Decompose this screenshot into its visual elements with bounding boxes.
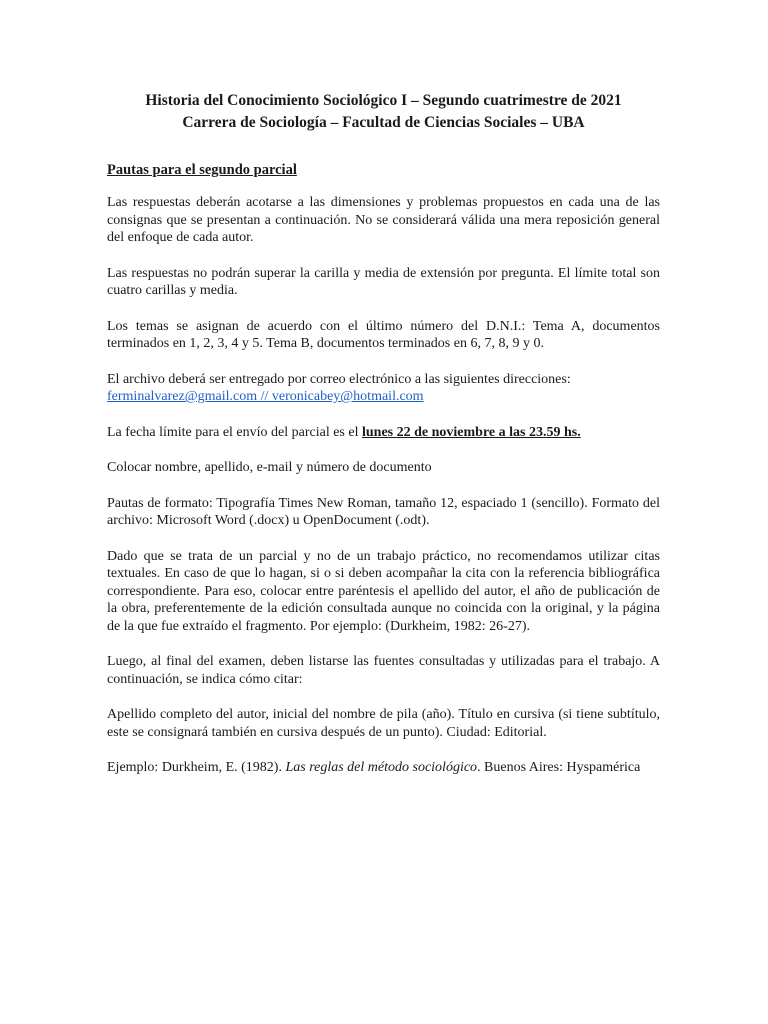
paragraph-sources: Luego, al final del examen, deben listarse las fuentes consultadas y utilizadas para el trabajo. A continuación, se indica cómo citar: — [107, 654, 660, 687]
paragraph-example — [107, 759, 660, 777]
section-heading: Pautas para el segundo parcial — [107, 162, 297, 178]
paragraph-length: Las respuestas no podrán superar la carilla y media de extensión por pregunta. El límite total son cuatro carillas y media. — [107, 265, 660, 298]
deadline-text: La fecha límite para el envío del parcial es el — [107, 424, 362, 440]
paragraph-deadline — [107, 424, 660, 442]
paragraph-delivery — [107, 371, 660, 406]
paragraph-format: Pautas de formato: Tipografía Times New Roman, tamaño 12, espaciado 1 (sencillo). Formato del archivo: Microsoft Word (.docx) u OpenDocument (.odt). — [107, 495, 660, 528]
paragraph-citation-format: Apellido completo del autor, inicial del nombre de pila (año). Título en cursiva (si tiene subtítulo, este se consignará también en cursiva después de un punto). Ciudad: Editorial. — [107, 707, 660, 740]
example-author: Ejemplo: Durkheim, E. (1982). — [107, 760, 286, 775]
paragraph-identification: Colocar nombre, apellido, e-mail y número de documento — [107, 460, 432, 475]
document-title-line-2: Carrera de Sociología – Facultad de Ciencias Sociales – UBA — [182, 114, 585, 131]
example-publisher: . Buenos Aires: Hyspamérica — [477, 760, 641, 775]
email-links[interactable]: ferminalvarez@gmail.com // veronicabey@hotmail.com — [107, 389, 424, 404]
deadline-date: lunes 22 de noviembre a las 23.59 hs. — [361, 424, 581, 440]
paragraph-topics: Los temas se asignan de acuerdo con el último número del D.N.I.: Tema A, documentos terminados en 1, 2, 3, 4 y 5. Tema B, documentos terminados en 6, 7, 8, 9 y 0. — [107, 318, 660, 351]
paragraph-citations: Dado que se trata de un parcial y no de un trabajo práctico, no recomendamos utilizar citas textuales. En caso de que lo hagan, si o si deben acompañar la cita con la referencia bibliográfica correspondiente. Para eso, colocar entre paréntesis el apellido del autor, el año de publicación de la obra, preferentemente de la edición consultada aunque no coincida con la original, y la página de la que fue extraído el fragmento. Por ejemplo: (Durkheim, 1982: 26-27). — [107, 548, 660, 634]
delivery-text: El archivo deberá ser entregado por correo electrónico a las siguientes direcciones: — [107, 371, 571, 387]
example-book-title: Las reglas del método sociológico — [285, 760, 478, 775]
paragraph-scope: Las respuestas deberán acotarse a las dimensiones y problemas propuestos en cada una de las consignas que se presentan a continuación. No se considerará válida una mera reposición general del enfoque de cada autor. — [107, 195, 660, 245]
document-title-line-1: Historia del Conocimiento Sociológico I – Segundo cuatrimestre de 2021 — [145, 92, 622, 109]
